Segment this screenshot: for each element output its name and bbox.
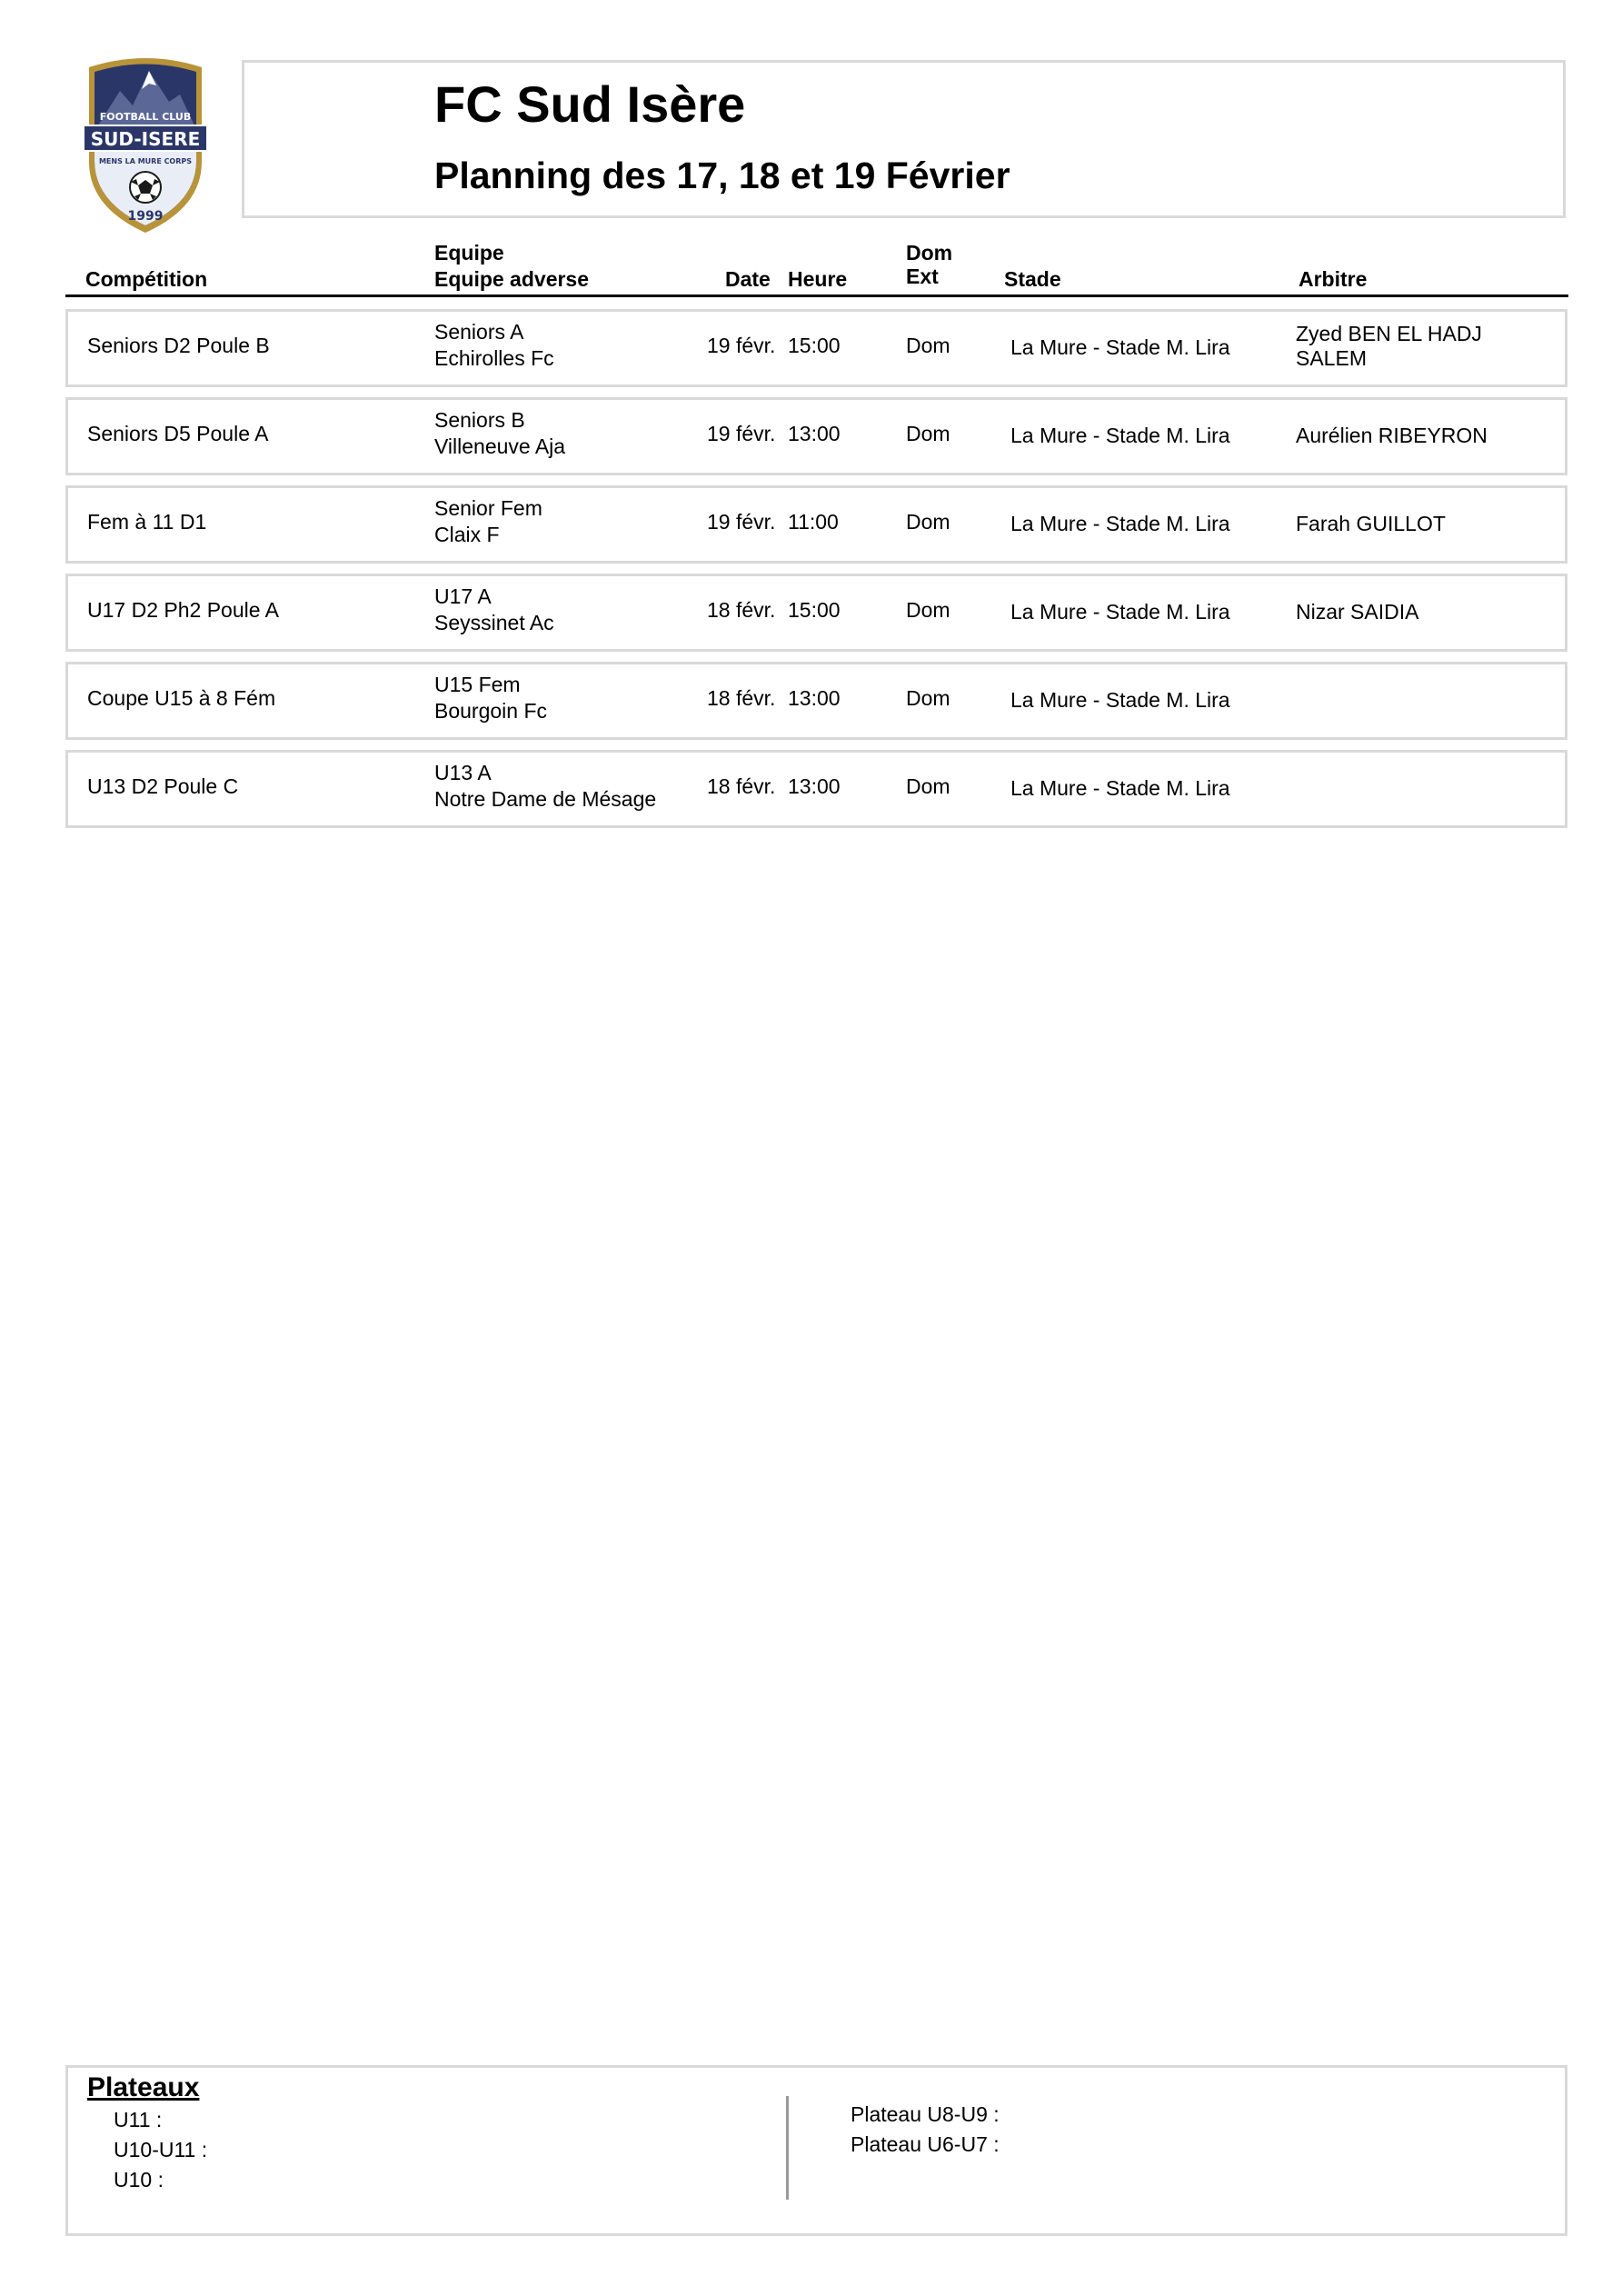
logo-top-text: FOOTBALL CLUB (99, 111, 192, 123)
cell-competition: Seniors D2 Poule B (87, 334, 270, 357)
col-header-competition: Compétition (85, 267, 208, 291)
cell-stade: La Mure - Stade M. Lira (1010, 600, 1230, 624)
cell-equipe: U13 A (434, 761, 492, 784)
col-header-stade: Stade (1004, 267, 1061, 291)
plateaux-divider (786, 2096, 789, 2200)
plateau-u10: U10 : (114, 2168, 164, 2191)
page-title: FC Sud Isère (434, 75, 746, 133)
plateau-u6-u7: Plateau U6-U7 : (851, 2132, 1000, 2156)
cell-stade: La Mure - Stade M. Lira (1010, 335, 1230, 359)
club-logo (76, 55, 214, 236)
cell-stade: La Mure - Stade M. Lira (1010, 512, 1230, 535)
plateau-u8-u9: Plateau U8-U9 : (851, 2102, 1000, 2126)
cell-heure: 13:00 (788, 422, 841, 445)
col-header-heure: Heure (788, 267, 848, 291)
cell-stade: La Mure - Stade M. Lira (1010, 688, 1230, 712)
col-header-date: Date (725, 267, 771, 291)
cell-domext: Dom (906, 686, 950, 710)
cell-competition: Seniors D5 Poule A (87, 422, 269, 445)
cell-domext: Dom (906, 510, 950, 534)
cell-competition: Coupe U15 à 8 Fém (87, 686, 276, 710)
cell-adverse: Seyssinet Ac (434, 611, 554, 634)
cell-arbitre: Aurélien RIBEYRON (1296, 424, 1488, 447)
cell-date: 19 févr. (707, 422, 776, 445)
cell-date: 19 févr. (707, 334, 776, 357)
logo-towns: MENS LA MURE CORPS (98, 157, 193, 165)
col-header-equipe-adverse: Equipe adverse (434, 267, 590, 291)
cell-competition: U13 D2 Poule C (87, 774, 239, 798)
cell-competition: Fem à 11 D1 (87, 510, 207, 534)
cell-domext: Dom (906, 774, 950, 798)
cell-equipe: U15 Fem (434, 673, 521, 696)
cell-date: 18 févr. (707, 686, 776, 710)
col-header-equipe: Equipe (434, 241, 504, 265)
cell-stade: La Mure - Stade M. Lira (1010, 424, 1230, 447)
logo-year: 1999 (127, 209, 164, 224)
cell-date: 18 févr. (707, 598, 776, 622)
cell-equipe: Senior Fem (434, 496, 542, 520)
col-header-dom: Dom (906, 241, 953, 265)
cell-heure: 11:00 (788, 510, 839, 534)
cell-arbitre-line2: SALEM (1296, 346, 1367, 370)
cell-heure: 15:00 (788, 334, 841, 357)
cell-adverse: Bourgoin Fc (434, 699, 548, 723)
logo-band-text: SUD-ISERE (90, 128, 201, 150)
cell-competition: U17 D2 Ph2 Poule A (87, 598, 279, 622)
cell-arbitre: Farah GUILLOT (1296, 512, 1446, 535)
cell-date: 18 févr. (707, 774, 776, 798)
header-divider (65, 294, 1568, 297)
col-header-arbitre: Arbitre (1299, 267, 1368, 291)
cell-domext: Dom (906, 422, 950, 445)
cell-adverse: Echirolles Fc (434, 346, 554, 370)
cell-domext: Dom (906, 598, 950, 622)
cell-adverse: Villeneuve Aja (434, 434, 566, 458)
cell-equipe: U17 A (434, 584, 492, 608)
cell-heure: 13:00 (788, 686, 841, 710)
col-header-ext: Ext (906, 265, 939, 288)
cell-adverse: Claix F (434, 523, 500, 546)
plateau-u11: U11 : (114, 2108, 163, 2131)
cell-equipe: Seniors A (434, 320, 524, 344)
cell-equipe: Seniors B (434, 408, 525, 432)
cell-adverse: Notre Dame de Mésage (434, 787, 657, 811)
plateaux-title: Plateaux (87, 2072, 200, 2102)
cell-date: 19 févr. (707, 510, 776, 534)
cell-heure: 13:00 (788, 774, 841, 798)
plateau-u10-u11: U10-U11 : (114, 2138, 208, 2161)
cell-arbitre: Nizar SAIDIA (1296, 600, 1419, 624)
cell-arbitre: Zyed BEN EL HADJ (1296, 322, 1482, 345)
cell-heure: 15:00 (788, 598, 841, 622)
page-subtitle: Planning des 17, 18 et 19 Février (434, 155, 1010, 196)
plateaux-box (65, 2065, 1567, 2236)
cell-stade: La Mure - Stade M. Lira (1010, 776, 1230, 800)
cell-domext: Dom (906, 334, 950, 357)
